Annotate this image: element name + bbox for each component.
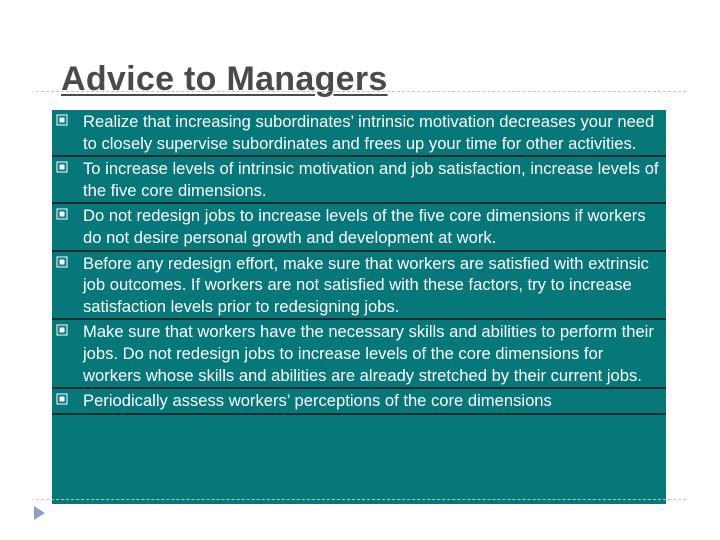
bullet-text: Periodically assess workers’ perceptions of the core dimensions [83, 391, 552, 411]
square-bullet-icon [56, 161, 68, 173]
bullet-text: Before any redesign effort, make sure that workers are satisfied with extrinsic job outcomes. If workers are not satisfied with these factors, try to increase satisfaction levels prior to redesigning jobs. [83, 253, 649, 316]
square-bullet-icon [56, 393, 68, 405]
bullet-item [52, 157, 666, 204]
slide-nav-arrow-icon[interactable] [34, 506, 45, 520]
square-bullet-icon [56, 256, 68, 268]
bullet-item [52, 252, 666, 321]
bullet-text: To increase levels of intrinsic motivation and job satisfaction, increase levels of the five core dimensions. [83, 159, 659, 200]
title-divider [36, 91, 686, 92]
square-bullet-icon [56, 208, 68, 220]
bullet-list [52, 110, 666, 415]
square-bullet-icon [56, 324, 68, 336]
bullet-text: Make sure that workers have the necessary skills and abilities to perform their jobs. Do not redesign jobs to increase levels of the core dimensions for workers whose skills and abilities are already stretched by their current jobs. [83, 322, 654, 385]
bullet-text: Do not redesign jobs to increase levels of the five core dimensions if workers do not desire personal growth and development at work. [83, 206, 646, 247]
square-bullet-icon [56, 114, 68, 126]
bullet-panel [52, 110, 666, 504]
bullet-item [52, 110, 666, 157]
bullet-item [52, 204, 666, 251]
bullet-item [52, 389, 666, 415]
slide-title: Advice to Managers [61, 60, 388, 98]
footer-divider [36, 499, 686, 500]
bullet-text: Realize that increasing subordinates’ intrinsic motivation decreases your need to closely supervise subordinates and frees up your time for other activities. [83, 112, 655, 153]
bullet-item [52, 320, 666, 389]
